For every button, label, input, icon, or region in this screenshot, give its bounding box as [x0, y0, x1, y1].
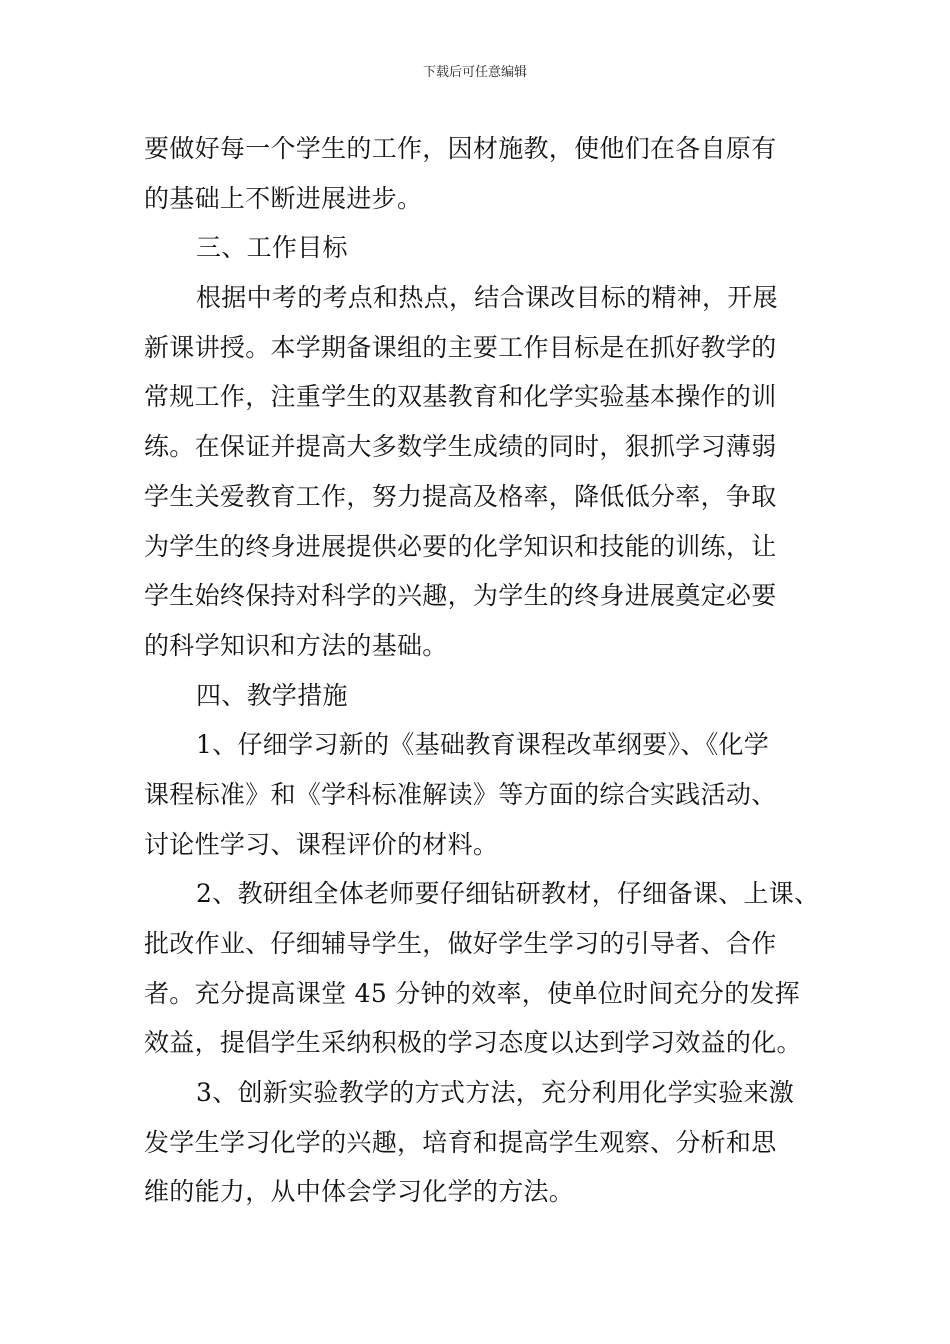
text-line: 新课讲授。本学期备课组的主要工作目标是在抓好教学的: [144, 332, 777, 362]
text-line: 1、仔细学习新的《基础教育课程改革纲要》、《化学: [196, 730, 770, 760]
text-line: 常规工作，注重学生的双基教育和化学实验基本操作的训: [144, 382, 777, 412]
text-line: 讨论性学习、课程评价的材料。: [144, 829, 499, 859]
text-line: 要做好每一个学生的工作，因材施教，使他们在各自原有: [144, 134, 777, 163]
text-line: 学生关爱教育工作，努力提高及格率，降低低分率，争取: [144, 481, 777, 511]
text-line: 的基础上不断进展进步。: [144, 183, 423, 213]
text-line: 课程标准》和《学科标准解读》等方面的综合实践活动、: [144, 779, 777, 809]
text-line: 练。在保证并提高大多数学生成绩的同时，狠抓学习薄弱: [144, 432, 777, 462]
section-heading: 四、教学措施: [196, 680, 348, 710]
section-heading: 三、工作目标: [196, 233, 348, 263]
text-line: 者。充分提高课堂 45 分钟的效率，使单位时间充分的发挥: [144, 978, 801, 1008]
text-line: 维的能力，从中体会学习化学的方法。: [144, 1177, 575, 1207]
text-line: 学生始终保持对科学的兴趣，为学生的终身进展奠定必要: [144, 581, 777, 611]
text-line: 为学生的终身进展提供必要的化学知识和技能的训练，让: [144, 531, 777, 561]
text-line: 2、教研组全体老师要仔细钻研教材，仔细备课、上课、: [196, 879, 820, 909]
text-line: 发学生学习化学的兴趣，培育和提高学生观察、分析和思: [144, 1127, 777, 1157]
text-line: 根据中考的考点和热点，结合课改目标的精神，开展: [196, 283, 778, 313]
page-header-note: 下载后可任意编辑: [422, 65, 527, 80]
text-line: 批改作业、仔细辅导学生，做好学生学习的引导者、合作: [144, 929, 777, 958]
text-line: 3、创新实验教学的方式方法，充分利用化学实验来激: [196, 1078, 795, 1108]
text-line: 效益，提倡学生采纳积极的学习态度以达到学习效益的化。: [144, 1028, 802, 1058]
text-line: 的科学知识和方法的基础。: [144, 630, 448, 660]
document-body: [144, 124, 820, 1217]
